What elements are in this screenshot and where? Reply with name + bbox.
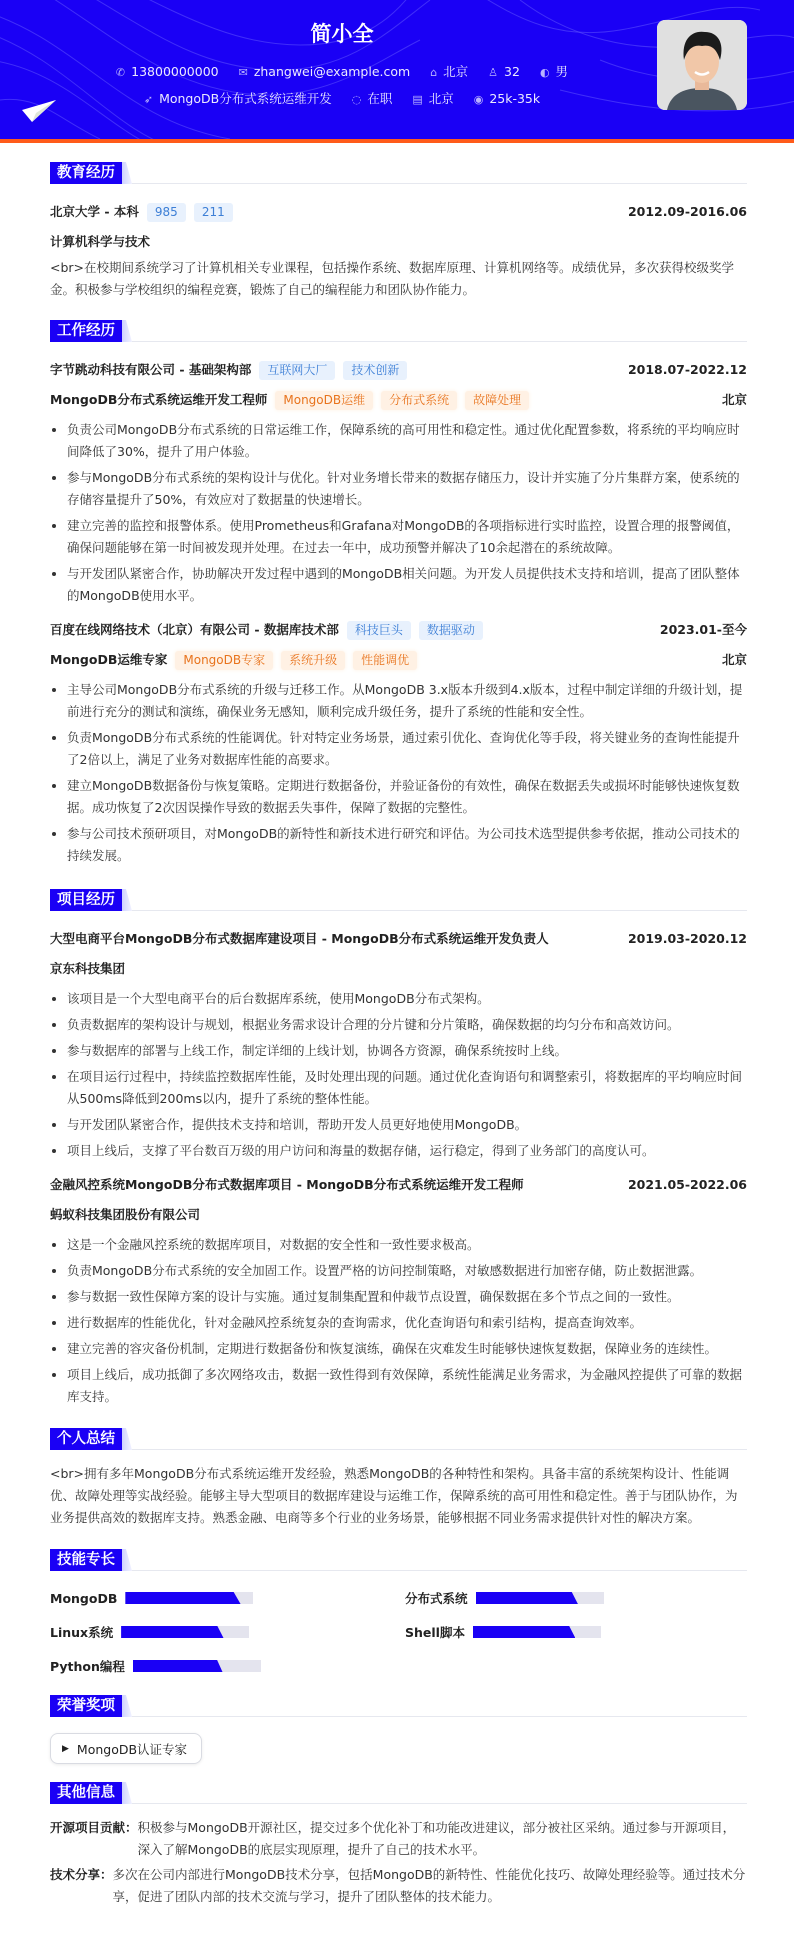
skill-name: MongoDB bbox=[50, 1590, 118, 1606]
section-title-label: 技能专长 bbox=[50, 1549, 122, 1571]
skill-bar-fill bbox=[121, 1626, 223, 1638]
mail-icon: ✉ bbox=[238, 66, 248, 79]
job-role: MongoDB运维专家 bbox=[50, 652, 168, 667]
list-item: 负责MongoDB分布式系统的安全加固工作。设置严格的访问控制策略，对敏感数据进行加密存储，防止数据泄露。 bbox=[50, 1260, 747, 1282]
age-item bbox=[488, 64, 520, 79]
skill-bar-fill bbox=[125, 1592, 240, 1604]
section-title-label: 荣誉奖项 bbox=[50, 1695, 122, 1717]
project-title: 金融风控系统MongoDB分布式数据库项目 - MongoDB分布式系统运维开发工程师 bbox=[50, 1177, 524, 1192]
position-item bbox=[144, 89, 332, 107]
age-text: 32 bbox=[504, 64, 520, 79]
work-company-row bbox=[50, 615, 747, 645]
company-tag: 互联网大厂 bbox=[259, 361, 335, 380]
summary-text: <br>拥有多年MongoDB分布式系统运维开发经验，熟悉MongoDB的各种特性和架构。具备丰富的系统架构设计、性能调优、故障处理等实战经验。能够主导大型项目的数据库建设与运维工作，保障系统的高可用性和稳定性。善于与团队协作，为业务提供高效的数据库支持。熟悉金融、电商等多个行业的业务场景，能够根据不同业务需求提供针对性的解决方案。 bbox=[50, 1466, 738, 1525]
award-item bbox=[50, 1733, 202, 1764]
section-title-label: 教育经历 bbox=[50, 162, 122, 184]
education-section bbox=[50, 162, 747, 301]
company-tag: 技术创新 bbox=[343, 361, 407, 380]
section-title bbox=[50, 1695, 747, 1717]
title-tail-decoration bbox=[122, 1695, 132, 1717]
other-section bbox=[50, 1782, 747, 1908]
age-icon: ♙ bbox=[488, 66, 499, 79]
other-item bbox=[50, 1817, 747, 1861]
project-date: 2019.03-2020.12 bbox=[627, 931, 747, 946]
work-date: 2018.07-2022.12 bbox=[627, 362, 747, 377]
project-company: 蚂蚁科技集团股份有限公司 bbox=[50, 1207, 201, 1222]
project-bullets bbox=[50, 1234, 747, 1408]
skill-item bbox=[50, 1649, 405, 1683]
other-value: 多次在公司内部进行MongoDB技术分享，包括MongoDB的新特性、性能优化技巧、故障处理经验等。通过技术分享，促进了团队内部的技术交流与学习，提升了团队整体的技术能力。 bbox=[112, 1867, 746, 1904]
major: 计算机科学与技术 bbox=[50, 234, 151, 249]
list-item: 与开发团队紧密合作，提供技术支持和培训，帮助开发人员更好地使用MongoDB。 bbox=[50, 1114, 747, 1136]
skill-item bbox=[50, 1581, 405, 1615]
salary-item bbox=[474, 91, 540, 106]
skill-name: Shell脚本 bbox=[405, 1625, 465, 1640]
skill-bar-fill bbox=[476, 1592, 578, 1604]
work-date: 2023.01-至今 bbox=[659, 622, 747, 637]
other-label: 开源项目贡献： bbox=[50, 1820, 138, 1835]
avatar-photo bbox=[657, 20, 747, 110]
list-item: 负责MongoDB分布式系统的性能调优。针对特定业务场景，通过索引优化、查询优化等手段，将关键业务的查询性能提升了2倍以上，满足了业务对数据库性能的高要求。 bbox=[50, 727, 747, 771]
resume-header bbox=[0, 0, 794, 139]
list-item: 项目上线后，成功抵御了多次网络攻击，数据一致性得到有效保障，系统性能满足业务需求，为金融风控提供了可靠的数据库支持。 bbox=[50, 1364, 747, 1408]
skill-item bbox=[405, 1581, 747, 1615]
contact-line bbox=[0, 62, 684, 80]
candidate-name: 简小全 bbox=[310, 22, 374, 46]
skill-bar bbox=[476, 1592, 604, 1604]
work-role-row bbox=[50, 645, 747, 675]
school-tag: 985 bbox=[147, 203, 186, 222]
education-header bbox=[50, 197, 747, 227]
company-tag: 数据驱动 bbox=[419, 621, 483, 640]
skill-bar-fill bbox=[473, 1626, 575, 1638]
list-item: 参与数据一致性保障方案的设计与实施。通过复制集配置和仲裁节点设置，确保数据在多个节点之间的一致性。 bbox=[50, 1286, 747, 1308]
project-company: 京东科技集团 bbox=[50, 961, 126, 976]
salary-icon: ◉ bbox=[473, 93, 484, 106]
skills-grid bbox=[50, 1581, 747, 1683]
list-item: 负责公司MongoDB分布式系统的日常运维工作，保障系统的高可用性和稳定性。通过优化配置参数，将系统的平均响应时间降低了30%，提升了用户体验。 bbox=[50, 419, 747, 463]
work-company-row bbox=[50, 355, 747, 385]
school-name: 北京大学 - 本科 bbox=[50, 204, 139, 219]
education-date: 2012.09-2016.06 bbox=[627, 204, 747, 219]
send-icon: ➶ bbox=[143, 93, 154, 106]
work-city: 北京 bbox=[721, 652, 747, 667]
skill-name: Python编程 bbox=[50, 1659, 125, 1674]
building-icon: ▤ bbox=[412, 93, 423, 106]
skills-section bbox=[50, 1549, 747, 1683]
title-tail-decoration bbox=[122, 162, 132, 184]
list-item: 建立完善的容灾备份机制，定期进行数据备份和恢复演练，确保在灾难发生时能够快速恢复数据，保障业务的连续性。 bbox=[50, 1338, 747, 1360]
skill-item bbox=[50, 1615, 405, 1649]
role-tag: MongoDB专家 bbox=[175, 651, 273, 670]
role-tag: 故障处理 bbox=[465, 391, 529, 410]
target-city-text: 北京 bbox=[428, 91, 454, 106]
list-item: 参与MongoDB分布式系统的架构设计与优化。针对业务增长带来的数据存储压力，设计并实施了分片集群方案，使系统的存储容量提升了50%，有效应对了数据量的快速增长。 bbox=[50, 467, 747, 511]
work-role-row bbox=[50, 385, 747, 415]
section-title bbox=[50, 162, 747, 184]
skill-bar-fill bbox=[133, 1660, 223, 1672]
job-intent-line bbox=[0, 89, 684, 107]
gender-text: 男 bbox=[555, 64, 569, 79]
work-item bbox=[50, 615, 747, 867]
section-title bbox=[50, 1549, 747, 1571]
gender-item bbox=[540, 62, 568, 80]
list-item: 与开发团队紧密合作，协助解决开发过程中遇到的MongoDB相关问题。为开发人员提供技术支持和培训，提高了团队整体的MongoDB使用水平。 bbox=[50, 563, 747, 607]
title-tail-decoration bbox=[122, 1549, 132, 1571]
phone-item bbox=[116, 64, 219, 79]
title-tail-decoration bbox=[122, 889, 132, 911]
section-title-label: 工作经历 bbox=[50, 320, 122, 342]
project-title-row bbox=[50, 1170, 747, 1200]
company-name: 字节跳动科技有限公司 - 基础架构部 bbox=[50, 362, 252, 377]
company-tag: 科技巨头 bbox=[347, 621, 411, 640]
section-title bbox=[50, 320, 747, 342]
email-item bbox=[239, 64, 411, 79]
skill-bar bbox=[121, 1626, 249, 1638]
awards-section bbox=[50, 1695, 747, 1764]
work-bullets bbox=[50, 419, 747, 607]
section-title-label: 项目经历 bbox=[50, 889, 122, 911]
list-item: 建立MongoDB数据备份与恢复策略。定期进行数据备份，并验证备份的有效性，确保在数据丢失或损坏时能够快速恢复数据。成功恢复了2次因误操作导致的数据丢失事件，保障了数据的完整性。 bbox=[50, 775, 747, 819]
phone-icon: ✆ bbox=[115, 66, 126, 79]
list-item: 主导公司MongoDB分布式系统的升级与迁移工作。从MongoDB 3.x版本升级到4.x版本，过程中制定详细的升级计划，提前进行充分的测试和演练，确保业务无感知，顺利完成升级任务，提升了系统的性能和安全性。 bbox=[50, 679, 747, 723]
school-tag: 211 bbox=[194, 203, 233, 222]
project-date: 2021.05-2022.06 bbox=[627, 1177, 747, 1192]
role-tag: 性能调优 bbox=[353, 651, 417, 670]
home-icon: ⌂ bbox=[430, 66, 438, 79]
skill-item bbox=[405, 1615, 747, 1649]
gender-icon: ◐ bbox=[539, 66, 550, 79]
work-section bbox=[50, 320, 747, 867]
title-tail-decoration bbox=[122, 1782, 132, 1804]
skill-name: Linux系统 bbox=[50, 1625, 114, 1640]
company-name: 百度在线网络技术（北京）有限公司 - 数据库技术部 bbox=[50, 622, 339, 637]
section-title bbox=[50, 1782, 747, 1804]
resume-body bbox=[50, 162, 747, 1911]
section-title-label: 个人总结 bbox=[50, 1428, 122, 1450]
project-item bbox=[50, 1170, 747, 1408]
role-tag: MongoDB运维 bbox=[275, 391, 373, 410]
list-item: 参与公司技术预研项目，对MongoDB的新特性和新技术进行研究和评估。为公司技术选型提供参考依据，推动公司技术的持续发展。 bbox=[50, 823, 747, 867]
skill-bar bbox=[125, 1592, 253, 1604]
list-item: 在项目运行过程中，持续监控数据库性能，及时处理出现的问题。通过优化查询语句和调整索引，将数据库的平均响应时间从500ms降低到200ms以内，提升了系统的整体性能。 bbox=[50, 1066, 747, 1110]
list-item: 负责数据库的架构设计与规划，根据业务需求设计合理的分片键和分片策略，确保数据的均匀分布和高效访问。 bbox=[50, 1014, 747, 1036]
projects-section bbox=[50, 889, 747, 1408]
work-item bbox=[50, 355, 747, 607]
work-city: 北京 bbox=[721, 392, 747, 407]
other-value: 积极参与MongoDB开源社区，提交过多个优化补丁和功能改进建议，部分被社区采纳。通过参与开源项目，深入了解MongoDB的底层实现原理，提升了自己的技术水平。 bbox=[137, 1820, 736, 1857]
title-tail-decoration bbox=[122, 1428, 132, 1450]
city-text: 北京 bbox=[443, 64, 469, 79]
section-title bbox=[50, 1428, 747, 1450]
project-title: 大型电商平台MongoDB分布式数据库建设项目 - MongoDB分布式系统运维开发负责人 bbox=[50, 931, 549, 946]
work-bullets bbox=[50, 679, 747, 867]
other-label: 技术分享： bbox=[50, 1867, 113, 1882]
accent-divider bbox=[0, 139, 794, 143]
skill-bar bbox=[133, 1660, 261, 1672]
list-item: 参与数据库的部署与上线工作，制定详细的上线计划，协调各方资源，确保系统按时上线。 bbox=[50, 1040, 747, 1062]
city-item bbox=[430, 62, 468, 80]
list-item: 这是一个金融风控系统的数据库项目，对数据的安全性和一致性要求极高。 bbox=[50, 1234, 747, 1256]
award-text: MongoDB认证专家 bbox=[76, 1741, 188, 1757]
phone-text: 13800000000 bbox=[131, 64, 219, 79]
status-item bbox=[352, 89, 393, 107]
education-description: <br>在校期间系统学习了计算机相关专业课程，包括操作系统、数据库原理、计算机网络等。成绩优异，多次获得校级奖学金。积极参与学校组织的编程竞赛，锻炼了自己的编程能力和团队协作能力。 bbox=[50, 260, 735, 297]
list-item: 项目上线后，支撑了平台数百万级的用户访问和海量的数据存储，运行稳定，得到了业务部门的高度认可。 bbox=[50, 1140, 747, 1162]
project-bullets bbox=[50, 988, 747, 1162]
target-city-item bbox=[412, 89, 453, 107]
project-item bbox=[50, 924, 747, 1162]
triangle-right-icon: ▶ bbox=[62, 1743, 69, 1754]
role-tag: 系统升级 bbox=[281, 651, 345, 670]
position-text: MongoDB分布式系统运维开发 bbox=[159, 91, 332, 106]
list-item: 该项目是一个大型电商平台的后台数据库系统，使用MongoDB分布式架构。 bbox=[50, 988, 747, 1010]
section-title bbox=[50, 889, 747, 911]
list-item: 进行数据库的性能优化，针对金融风控系统复杂的查询需求，优化查询语句和索引结构，提高查询效率。 bbox=[50, 1312, 747, 1334]
email-text: zhangwei@example.com bbox=[253, 64, 411, 79]
skill-name: 分布式系统 bbox=[405, 1591, 468, 1606]
salary-text: 25k-35k bbox=[489, 91, 541, 106]
section-title-label: 其他信息 bbox=[50, 1782, 122, 1804]
project-title-row bbox=[50, 924, 747, 954]
role-tag: 分布式系统 bbox=[381, 391, 457, 410]
list-item: 建立完善的监控和报警体系。使用Prometheus和Grafana对MongoDB的各项指标进行实时监控，设置合理的报警阈值，确保问题能够在第一时间被发现并处理。在过去一年中，成功预警并解决了10余起潜在的系统故障。 bbox=[50, 515, 747, 559]
other-item bbox=[50, 1864, 747, 1908]
status-icon: ◌ bbox=[351, 93, 362, 106]
title-tail-decoration bbox=[122, 320, 132, 342]
skill-bar bbox=[473, 1626, 601, 1638]
summary-section bbox=[50, 1428, 747, 1529]
status-text: 在职 bbox=[367, 91, 393, 106]
job-role: MongoDB分布式系统运维开发工程师 bbox=[50, 392, 268, 407]
